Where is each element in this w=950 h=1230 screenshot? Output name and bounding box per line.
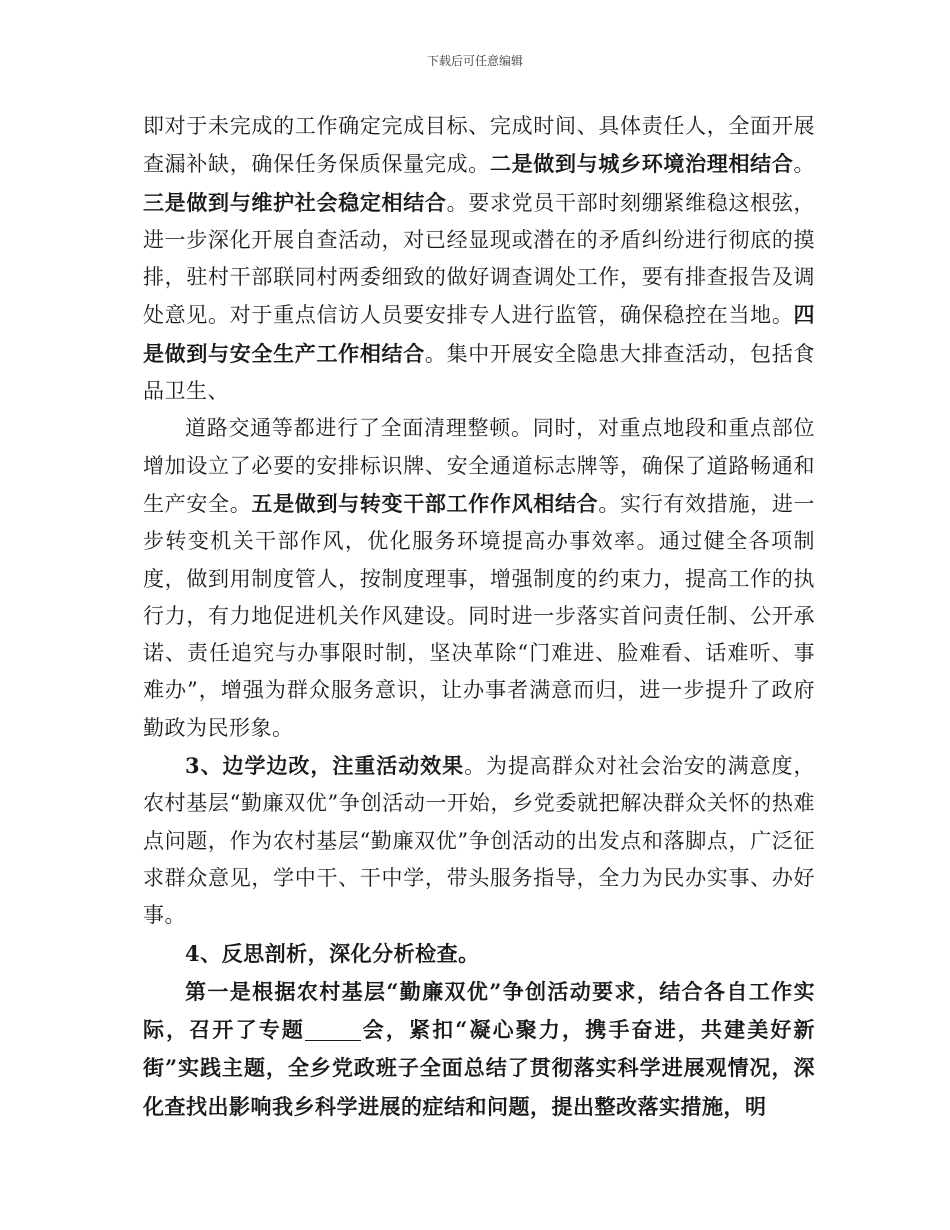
fill-in-blank — [305, 1019, 361, 1041]
p1-bold-2: 三是做到与维护社会稳定相结合 — [143, 189, 447, 215]
paragraph-3 — [143, 747, 815, 934]
p3-bold-1: 3、边学边改，注重活动效果 — [185, 753, 465, 779]
paragraph-5 — [143, 973, 815, 1126]
p1-text-3: 。要求党员干部时刻绷紧维稳这根弦，进一步深化开展自查活动，对已经显现或潜在的矛盾纠纷进行彻底的摸排，驻村干部联同村两委细致的做好调查调处工作，要有排查报告及调处意见。对于重点信访人员要安排专人进行监管，确保稳控在当地。 — [143, 190, 816, 328]
p2-text-2: 。实行有效措施，进一步转变机关干部作风，优化服务环境提高办事效率。通过健全各项制度，做到用制度管人，按制度理事，增强制度的约束力，提高工作的执行力，有力地促进机关作风建设。同时进一步落实首问责任制、公开承诺、责任追究与办事限时制，坚决革除“门难进、脸难看、话难听、事难办”，增强为群众服务意识，让办事者满意而归，进一步提升了政府勤政为民形象。 — [143, 491, 816, 740]
p1-bold-1: 二是做到与城乡环境治理相结合 — [489, 151, 794, 177]
p2-text-1: 道路交通等都进行了全面清理整顿。同时，对重点地段和重点部位增加设立了必要的安排标识牌、安全通道标志牌等，确保了道路畅通和生产安全。 — [143, 416, 815, 516]
p1-text-2: 。 — [793, 152, 816, 177]
document-body — [143, 108, 815, 1126]
page-header: 下载后可任意编辑 — [426, 54, 523, 68]
paragraph-2 — [143, 410, 815, 747]
paragraph-1 — [143, 108, 815, 410]
p5-bold-1: 第一是根据农村基层“勤廉双优”争创活动要求，结合各自工作实际，召开了专题 — [143, 978, 815, 1043]
paragraph-4 — [143, 935, 815, 973]
p4-bold-1: 4、反思剖析，深化分析检查。 — [185, 940, 480, 966]
p1-text-1: 即对于未完成的工作确定完成目标、完成时间、具体责任人，全面开展查漏补缺，确保任务保质保量完成。 — [143, 114, 815, 177]
p5-bold-2: 会，紧扣“凝心聚力，携手奋进，共建美好新街”实践主题，全乡党政班子全面总结了贯彻落实科学进展观情况，深化查找出影响我乡科学进展的症结和问题，提出整改落实措施，明 — [143, 1017, 816, 1119]
p2-bold-1: 五是做到与转变干部工作作风相结合 — [251, 490, 599, 516]
p1-text-4: 。集中开展安全隐患大排查活动，包括食品卫生、 — [143, 341, 816, 404]
p1-bold-3: 四是做到与安全生产工作相结合 — [143, 302, 815, 366]
p3-text-1: 。为提高群众对社会治安的满意度，农村基层“勤廉双优”争创活动一开始，乡党委就把解决群众关怀的热难点问题，作为农村基层“勤廉双优”争创活动的出发点和落脚点，广泛征求群众意见，学中干、干中学，带头服务指导，全力为民办实事、办好事。 — [143, 754, 815, 928]
